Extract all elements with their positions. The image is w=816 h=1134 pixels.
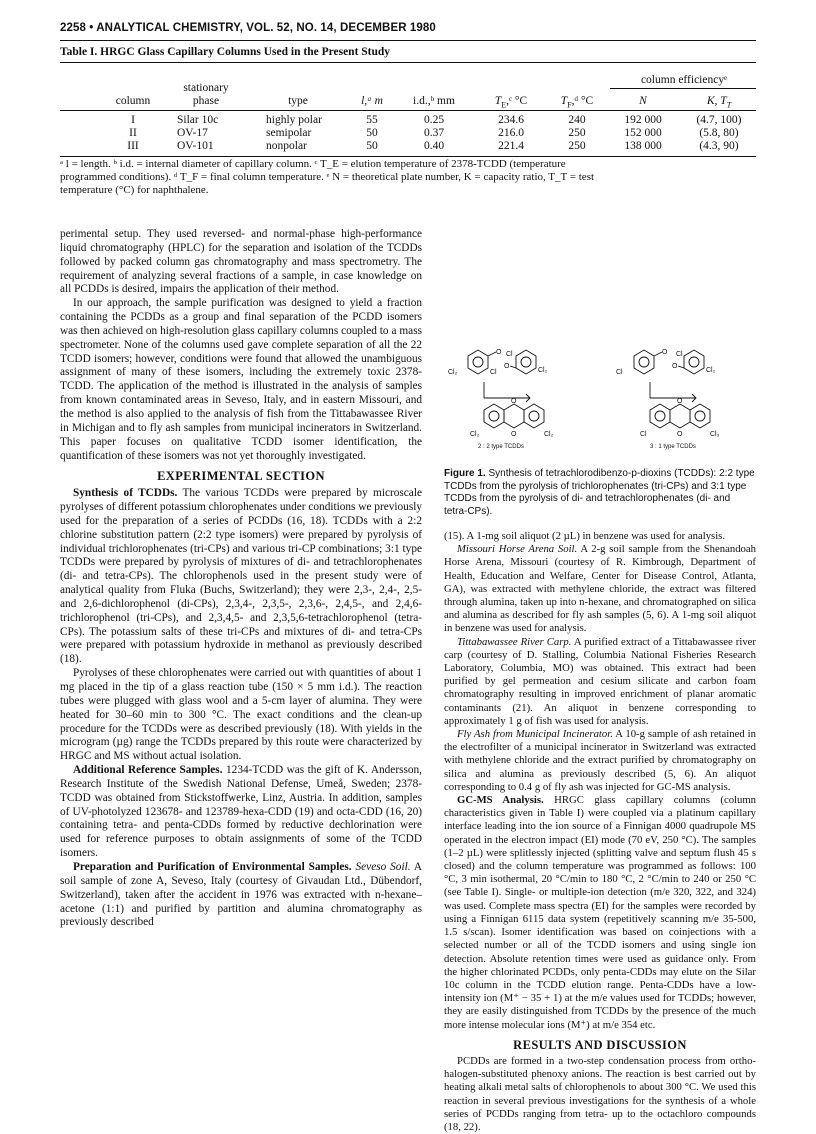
label-cl: Cl bbox=[490, 369, 497, 376]
header-id: i.d.,ᵇ mm bbox=[413, 95, 455, 107]
cell-tf: 240 bbox=[568, 114, 586, 126]
header-tf: $T_F,ᵈ$ °C bbox=[560, 95, 594, 110]
paragraph: Tittabawassee River Carp. A purified extract of a Tittabawassee river carp (courtesy of D. Stalling, Columbia National Fisheries Research Laboratory, Columbia, MO) was obtained. This extract had been purified by gel permeation and cesium silicate and carbon foam chromatography resulting in improved enrichment of planar aromatic contaminants (21). An aliquot in benzene corresponding to approximately 1 g of fish was used for analysis. bbox=[444, 635, 756, 727]
cell-n: 138 000 bbox=[624, 140, 662, 152]
cell-k: (4.3, 90) bbox=[699, 140, 739, 152]
header-type: type bbox=[288, 95, 308, 107]
label-o: O bbox=[672, 363, 678, 370]
paragraph: PCDDs are formed in a two-step condensation process from ortho-halogen-substituted phenoxy anions. The reaction is best carried out by heating alkali metal salts of chlorophenols to about 300 °C. We used this reaction in several previous investigations for the synthesis of a whole series of PCDDs ranging from tetra- up to the octachloro compounds (18, 22). bbox=[444, 1054, 756, 1133]
header-rule bbox=[60, 40, 756, 41]
cell-tf: 250 bbox=[568, 140, 586, 152]
figure-label: Figure 1. bbox=[444, 468, 486, 479]
paragraph: Missouri Horse Arena Soil. A 2-g soil sample from the Shenandoah Horse Arena, Missouri (courtesy of R. Kimbrough, Department of Health, Education and Welfare, Center for Disease Control, Atlanta, GA), was extracted with methylene chloride, the extract was filtered through alumina, taken up into n-hexane, and chromatographed on silica and alumina as described for fly ash samples (5, 6). A 1-mg soil aliquot in benzene was used for analysis. bbox=[444, 543, 756, 635]
label-cl2: Cl₂ bbox=[538, 367, 548, 374]
cell-id: 0.40 bbox=[423, 140, 445, 152]
label-cl: Cl bbox=[676, 351, 683, 358]
cell-id: 0.25 bbox=[423, 114, 445, 126]
label-o: O bbox=[511, 398, 517, 405]
right-column bbox=[444, 530, 756, 1134]
label-cl: Cl bbox=[506, 351, 513, 358]
run-in-heading: Additional Reference Samples. bbox=[73, 764, 223, 777]
cell-column: II bbox=[129, 127, 137, 139]
header-k: K, $T_T$ bbox=[706, 95, 732, 110]
paragraph: Synthesis of TCDDs. The various TCDDs were prepared by microscale pyrolyses of different potassium chlorophenates under conditions we previously used for the preparation of a series of PCDDs (16, 18). TCDDs with a 2:2 chlorine substitution pattern (2:2 type isomers) were prepared by pyrolysis of individual trichlorophenates (tri-CPs) and various tri-CP combinations; 3:1 type TCDDs were prepared by pyrolysis of mixtures of di- and tetrachlorophenates (di- and tetra-CPs). The chlorophenols used in the present study were of analytical quality from Fluka (Buchs, Switzerland); they were 2,3-, 2,4-, 2,5- and 2,6-dichlorophenol (di-CPs), 2,3,4-, 2,3,5-, 2,3,6-, 2,4,5-, and 2,4,6-trichlorophenol (tri-CPs), and 2,3,4,5- and 2,3,5,6-tetrachlorophenol (tetra-CPs). The potassium salts of these tri-CPs and mixtures of di- and tetra-CPs were prepared with potassium hydroxide in methanol as previously described (18). bbox=[60, 487, 422, 666]
label-22-type: 2 : 2 type TCDDs bbox=[478, 444, 524, 450]
cell-k: (4.7, 100) bbox=[696, 114, 742, 126]
header-n: N bbox=[639, 95, 647, 107]
paragraph: GC-MS Analysis. HRGC glass capillary columns (column characteristics given in Table I) were coupled via a platinum capillary interface leading into the ion source of a Finnigan 4000 quadrupole MS operated in the electron impact (EI) mode (70 eV, 250 °C). The samples (1–2 µL) were splitlessly injected (splitting valve and septum flush 45 s closed) and the column temperature was programmed as follows: 100 °C, 3 min isothermal, 20 °C/min to 180 °C, 2 °C/min to 240 or 250 °C (see Table I). Single- or multiple-ion detection (m/e 320, 322, and 324) was used. Complete mass spectra (EI) for the samples were recorded by using a Finnigan 6115 data system (repetitively scanning m/e 35-500, 1.5 s/scan). Isomer identification was based on coinjections with a selected number or all of the TCDD isomers and using single ion detection. Absolute retention times were used as guidance only. From the higher chlorinated PCDDs, only penta-CDDs may elute on the Silar 10c column in the TCDD elution range. Penta-CDDs have a low-intensity ion (M⁺ − 35 + 1) at the m/e values used for TCDDs; however, they are easily distinguished from TCDDs by the presence of the much more intense molecular ions (M⁺) at m/e 354 etc. bbox=[444, 794, 757, 1031]
label-cl: Cl bbox=[616, 369, 623, 376]
paragraph: In our approach, the sample purification was designed to yield a fraction containing the PCDDs as a group and final separation of the PCDD isomers was then achieved on high-resolution glass capillary columns coupled to a mass spectrometer. None of the columns used gave complete separation of all the 22 TCDD isomers; however, conditions were found that allowed the unambiguous assignment of many of these isomers, including the extremely toxic 2378-TCDD. The application of the method is illustrated in the analysis of samples from known contaminated areas in Seveso, Italy, and in eastern Missouri, and the method is also applied to the analysis of fish from the Tittabawassee River in Michigan and to fly ash samples from municipal incinerators in Switzerland. This paper focuses on qualitative TCDD isomer identification, the quantification of these isomers was not yet thoroughly investigated. bbox=[60, 297, 422, 462]
label-o: O bbox=[511, 431, 517, 438]
label-cl: Cl bbox=[640, 431, 647, 438]
header-length: l,ᵃ m bbox=[361, 95, 383, 107]
label-cl3: Cl₃ bbox=[710, 431, 720, 438]
footnote-line: ᵃ l = length. ᵇ i.d. = internal diameter of capillary column. ᶜ T_E = elution temperature of 2378-TCDD (temperature bbox=[60, 158, 566, 170]
cell-phase: Silar 10c bbox=[177, 114, 219, 126]
running-head: 2258 • ANALYTICAL CHEMISTRY, VOL. 52, NO. 14, DECEMBER 1980 bbox=[60, 22, 436, 34]
paragraph: Preparation and Purification of Environmental Samples. Seveso Soil. A soil sample of zone A, Seveso, Italy (courtesy of Givaudan Ltd., Dübendorf, Switzerland), taken after the accident in 1976 was extracted with n-hexane–acetone (1:1) and purified by partition and alumina chromatography as previously described bbox=[60, 860, 423, 929]
header-column: column bbox=[115, 95, 151, 107]
label-cl2: Cl₂ bbox=[706, 367, 716, 374]
paragraph: perimental setup. They used reversed- and normal-phase high-performance liquid chromatography (HPLC) for the separation and isolation of the TCDDs followed by packed column gas chromatography and mass spectrometry. The requirement of analyzing several fractions of a sample, in case knowledge on all PCDDs is desired, impairs the application of their method. bbox=[60, 228, 422, 296]
table-footnotes bbox=[60, 158, 756, 198]
label-31-type: 3 : 1 type TCDDs bbox=[650, 444, 696, 450]
header-column-efficiency: column efficiencyᵉ bbox=[640, 74, 728, 86]
header-phase: phase bbox=[192, 95, 220, 107]
dioxin-synthesis-scheme bbox=[444, 348, 756, 466]
label-o: O bbox=[677, 431, 683, 438]
run-in-heading: Synthesis of TCDDs. bbox=[73, 487, 178, 500]
header-stationary: stationary bbox=[183, 82, 229, 94]
footnote-line: programmed conditions). ᵈ T_F = final column temperature. ᵉ N = theoretical plate number, K = capacity ratio, T_T = test bbox=[60, 171, 595, 184]
label-o: O bbox=[496, 349, 502, 356]
footnote-line: temperature (°C) for naphthalene. bbox=[60, 184, 209, 197]
cell-length: 55 bbox=[366, 114, 378, 126]
cell-phase: OV-101 bbox=[177, 140, 214, 152]
figure-caption-text: Synthesis of tetrachlorodibenzo-p-dioxins (TCDDs): 2:2 type TCDDs from the pyrolysis of trichlorophenates (tri-CPs) and 3:1 type TCDDs from the pyrolysis of di- and tetrachlorophenates (di- and tetra-CPs). bbox=[444, 468, 755, 517]
cell-k: (5.8, 80) bbox=[699, 127, 739, 139]
table-bottom-rule bbox=[60, 156, 756, 157]
cell-id: 0.37 bbox=[423, 127, 445, 139]
paragraph: Fly Ash from Municipal Incinerator. A 10-g sample of ash retained in the electrofilter of a municipal incinerator in Switzerland was extracted with methylene chloride and the extract purified by chromatography on silica and alumina as previously described (5, 6). An aliquot corresponding to 0.4 g of fly ash was injected for GC-MS analysis. bbox=[444, 728, 756, 793]
label-o: O bbox=[662, 349, 668, 356]
cell-te: 234.6 bbox=[498, 114, 524, 126]
cell-type: semipolar bbox=[266, 127, 312, 139]
cell-length: 50 bbox=[366, 127, 378, 139]
paragraph: Pyrolyses of these chlorophenates were carried out with quantities of about 1 mg placed in the tip of a glass reaction tube (150 × 5 mm i.d.). The reaction tubes were plugged with glass wool and a 5-cm layer of alumina. They were heated for 30–60 min to 300 °C. The exact conditions and the clean-up procedure for the TCDDs were as described previously (18). With yields in the microgram (µg) range the TCDDs prepared by this route were characterized by HRGC and MS without actual isolation. bbox=[60, 667, 422, 763]
cell-column: III bbox=[127, 140, 139, 152]
cell-te: 216.0 bbox=[498, 127, 524, 139]
figure-caption bbox=[444, 468, 756, 518]
paragraph: Additional Reference Samples. 1234-TCDD was the gift of K. Andersson, Research Institute of the Swedish National Defense, Umeå, Sweden; 2378-TCDD was obtained from Stickstoffwerke, Linz, Austria. In addition, samples of UV-photolyzed 123678- and 123789-hexa-CDD (19) and octa-CDD (16, 20) containing tetra- and penta-CDDs formed by reductive dechlorination were used for reference purposes to obtain assignments of some of the TCDD isomers. bbox=[60, 764, 422, 860]
label-cl2: Cl₂ bbox=[448, 369, 458, 376]
cell-te: 221.4 bbox=[498, 140, 524, 152]
cell-type: nonpolar bbox=[266, 140, 307, 152]
table-top-rule bbox=[60, 62, 756, 63]
label-o: O bbox=[677, 398, 683, 405]
cell-n: 152 000 bbox=[624, 127, 662, 139]
paragraph: (15). A 1-mg soil aliquot (2 µL) in benzene was used for analysis. bbox=[444, 530, 726, 542]
cell-phase: OV-17 bbox=[177, 127, 208, 139]
section-heading-results: RESULTS AND DISCUSSION bbox=[513, 1037, 687, 1052]
left-column bbox=[60, 228, 422, 930]
cell-tf: 250 bbox=[568, 127, 586, 139]
label-cl2: Cl₂ bbox=[470, 431, 480, 438]
table-title: Table I. HRGC Glass Capillary Columns Used in the Present Study bbox=[60, 46, 391, 58]
label-cl2: Cl₂ bbox=[544, 431, 554, 438]
run-in-heading: Preparation and Purification of Environmental Samples. bbox=[73, 860, 352, 873]
efficiency-rule bbox=[610, 88, 756, 89]
header-te: $T_E,ᶜ$ °C bbox=[494, 95, 528, 110]
cell-type: highly polar bbox=[266, 114, 322, 126]
section-heading-experimental: EXPERIMENTAL SECTION bbox=[157, 469, 325, 484]
cell-column: I bbox=[131, 114, 135, 126]
run-in-heading: GC-MS Analysis. bbox=[457, 794, 544, 807]
label-o: O bbox=[504, 363, 510, 370]
cell-n: 192 000 bbox=[624, 114, 662, 126]
cell-length: 50 bbox=[366, 140, 378, 152]
table-header-rule bbox=[60, 110, 756, 111]
